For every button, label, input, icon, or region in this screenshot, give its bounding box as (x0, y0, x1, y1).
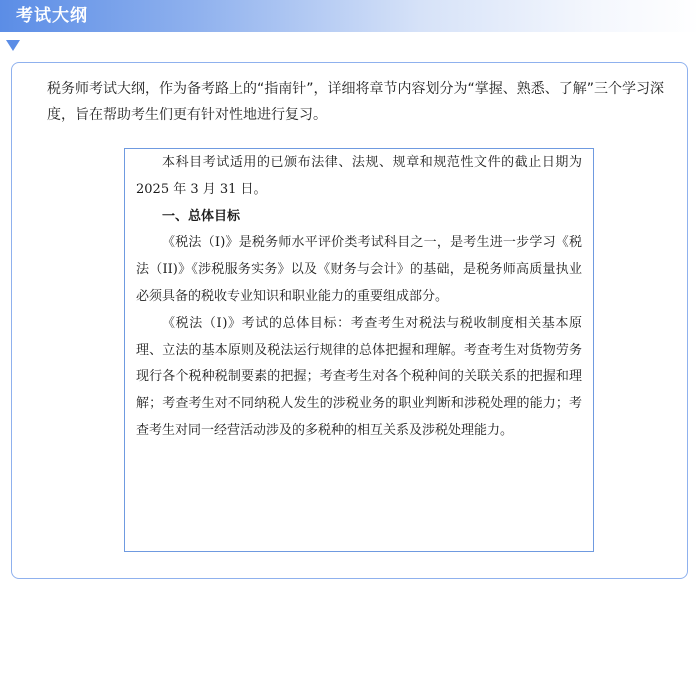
excerpt-text (136, 150, 582, 445)
intro-paragraph: 税务师考试大纲，作为备考路上的“指南针”，详细将章节内容划分为“掌握、熟悉、了解”三个学习深度，旨在帮助考生们更有针对性地进行复习。 (47, 81, 665, 123)
excerpt-paragraph-subject-intro: 《税法（Ⅰ)》是税务师水平评价类考试科目之一，是考生进一步学习《税法（II)》《涉税服务实务》以及《财务与会计》的基础，是税务师高质量执业必须具备的税收专业知识和职业能力的重要组成部分。 (136, 235, 582, 304)
excerpt-paragraph-cutoff-date: 本科目考试适用的已颁布法律、法规、规章和规范性文件的截止日期为 2025 年 3 月 31 日。 (136, 155, 582, 197)
section-heading-overall-goal: 一、总体目标 (162, 208, 241, 224)
page-title: 考试大纲 (16, 6, 88, 26)
excerpt-paragraph-goal-detail: 《税法（Ⅰ)》考试的总体目标：考查考生对税法与税收制度相关基本原理、立法的基本原则及税法运行规律的总体把握和理解。考查考生对货物劳务现行各个税种税制要素的把握；考查考生对各个税种间的关联关系的把握和理解；考查考生对不同纳税人发生的涉税业务的职业判断和涉税处理的能力；考查考生对同一经营活动涉及的多税种的相互关系及涉税处理能力。 (136, 315, 582, 438)
header-triangle-marker (6, 40, 20, 51)
header-bar (0, 0, 700, 32)
